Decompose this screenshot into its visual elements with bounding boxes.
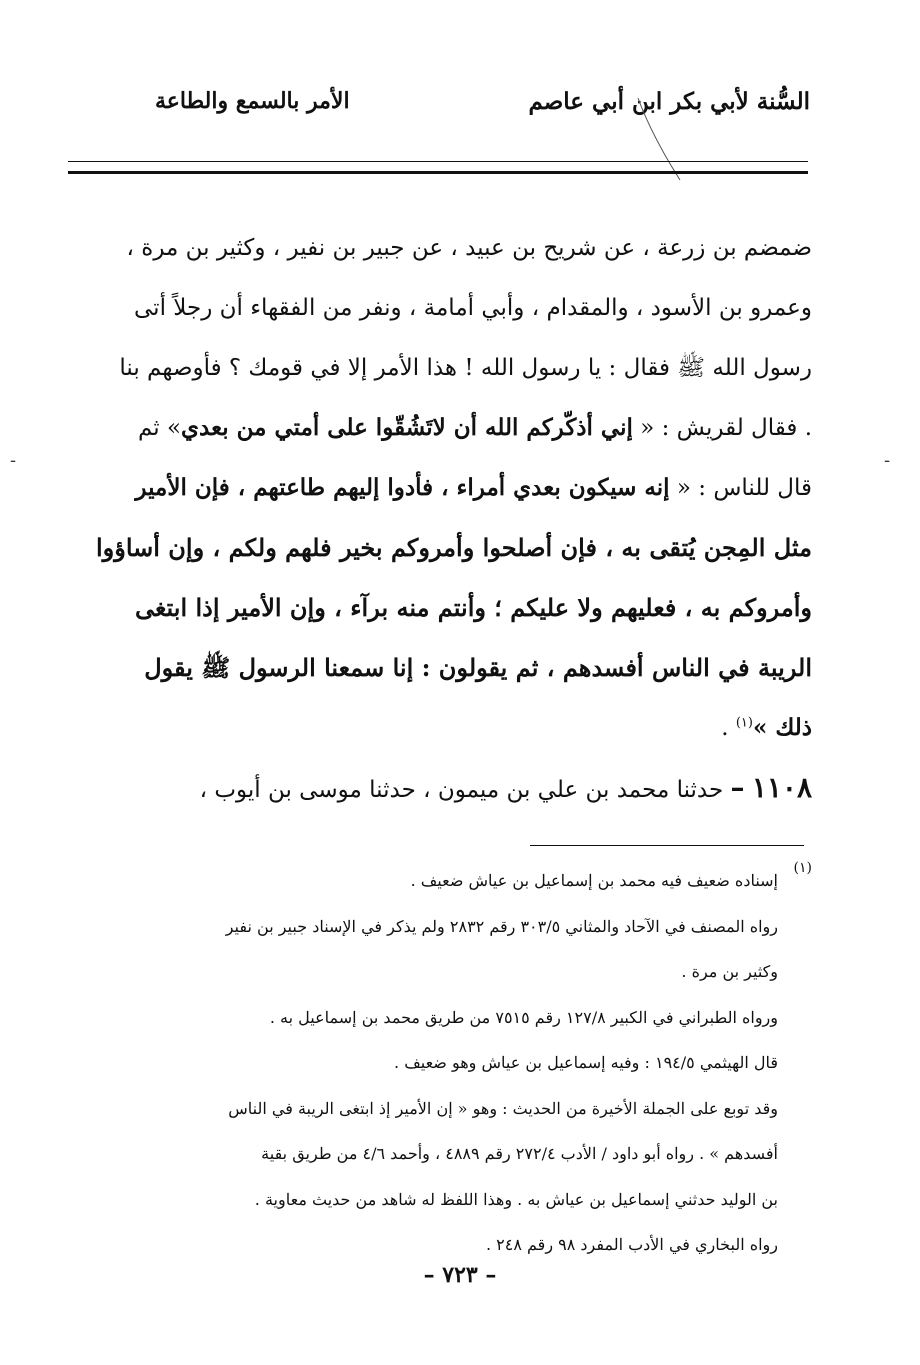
text-run: » ثم	[137, 415, 182, 441]
footnote-line: وكثير بن مرة .	[681, 962, 778, 981]
footnote-line: وقد توبع على الجملة الأخيرة من الحديث : وهو « إن الأمير إذ ابتغى الريبة في الناس	[228, 1098, 778, 1118]
hadith-quote-bold: إني أذكّركم الله أن لاتَشُقّوا على أمتي من بعدي	[181, 414, 633, 441]
header-rule-thin	[68, 161, 808, 162]
footnote-line: ورواه الطبراني في الكبير ١٢٧/٨ رقم ٧٥١٥ من طريق محمد بن إسماعيل به .	[269, 1007, 778, 1027]
footnote-line: أفسدهم » . رواه أبو داود / الأدب ٢٧٢/٤ رقم ٤٨٨٩ ، وأحمد ٤/٦ من طريق بقية	[261, 1144, 778, 1163]
hadith-text: حدثنا محمد بن علي بن ميمون ، حدثنا موسى بن أيوب ،	[199, 777, 731, 803]
text-line	[64, 458, 812, 518]
text-run: قال للناس : «	[669, 475, 812, 501]
header-rule-thick	[68, 171, 808, 174]
footnote-body	[64, 858, 778, 1268]
hadith-number: ١١٠٨	[751, 771, 812, 804]
page-number: – ٧٢٣ –	[423, 1262, 497, 1288]
text-line: وأمروكم به ، فعليهم ولا عليكم ؛ وأنتم منه برآء ، وإن الأمير إذا ابتغى	[134, 593, 812, 622]
text-line: رسول الله ﷺ فقال : يا رسول الله ! هذا الأمر إلا في قومك ؟ فأوصهم بنا	[119, 355, 812, 381]
hadith-heading	[64, 758, 812, 818]
book-title: السُّنة لأبي بكر ابن أبي عاصم	[528, 88, 810, 115]
main-text	[64, 218, 812, 818]
hadith-quote-bold: إنه سيكون بعدي أمراء ، فأدوا إليهم طاعتهم ، فإن الأمير	[135, 474, 670, 501]
running-head	[60, 88, 810, 132]
hadith-dash: –	[730, 771, 745, 804]
hadith-quote-bold: ذلك »	[752, 714, 812, 741]
text-line: الريبة في الناس أفسدهم ، ثم يقولون : إنا سمعنا الرسول ﷺ يقول	[144, 653, 812, 682]
margin-mark: -	[884, 450, 891, 471]
text-line	[64, 398, 812, 458]
footnote-line: رواه المصنف في الآحاد والمثاني ٣٠٣/٥ رقم ٢٨٣٢ ولم يذكر في الإسناد جبير بن نفير	[225, 916, 778, 936]
footnote-separator	[530, 845, 804, 846]
text-run: .	[721, 715, 736, 741]
margin-mark: -	[10, 450, 17, 471]
text-line	[64, 698, 812, 758]
footnotes	[64, 858, 812, 1268]
footnote-reference: (١)	[735, 715, 753, 731]
text-line: مثل المِجن يُتقى به ، فإن أصلحوا وأمروكم بخير فلهم ولكم ، وإن أساؤوا	[96, 533, 812, 562]
footnote-line: بن الوليد حدثني إسماعيل بن عياش به . وهذا اللفظ له شاهد من حديث معاوية .	[254, 1189, 778, 1209]
footnote-line: إسناده ضعيف فيه محمد بن إسماعيل بن عياش ضعيف .	[410, 871, 778, 890]
footnote-line: قال الهيثمي ١٩٤/٥ : وفيه إسماعيل بن عياش وهو ضعيف .	[394, 1053, 778, 1072]
footnote-line: رواه البخاري في الأدب المفرد ٩٨ رقم ٢٤٨ .	[485, 1235, 778, 1254]
text-line: ضمضم بن زرعة ، عن شريح بن عبيد ، عن جبير بن نفير ، وكثير بن مرة ،	[126, 235, 812, 261]
text-line: وعمرو بن الأسود ، والمقدام ، وأبي أمامة ، ونفر من الفقهاء أن رجلاً أتى	[134, 295, 812, 321]
chapter-title: الأمر بالسمع والطاعة	[155, 88, 350, 114]
text-run: . فقال لقريش : «	[632, 415, 812, 441]
footnote-marker: (١)	[793, 860, 812, 876]
